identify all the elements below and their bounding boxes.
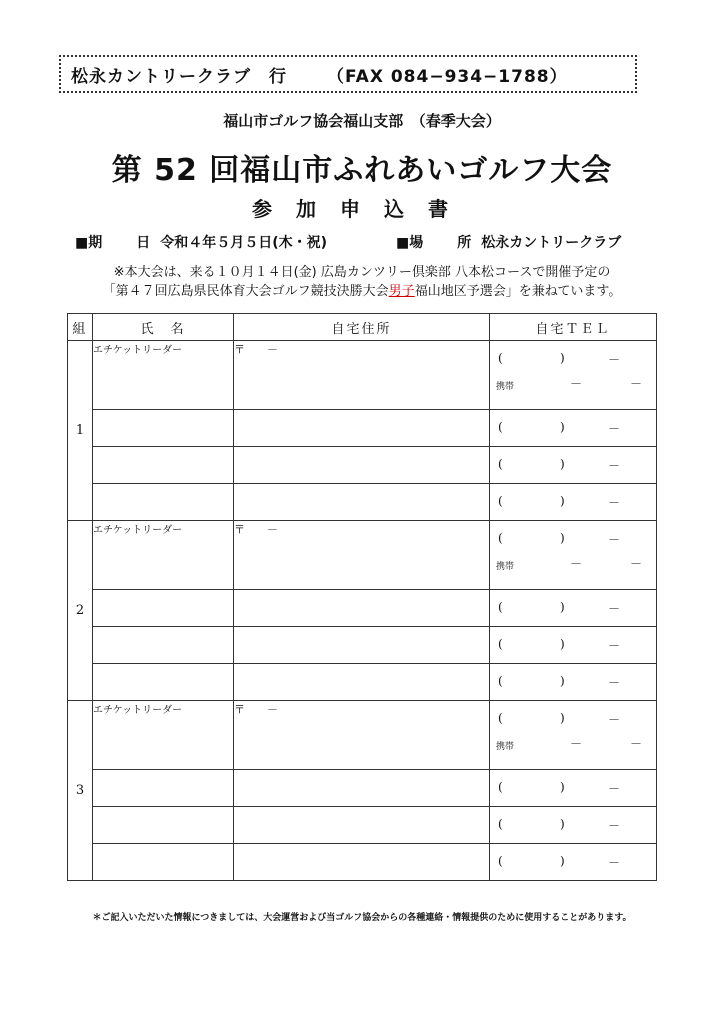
area-code-open: ( <box>498 457 503 471</box>
member-address-field[interactable] <box>234 410 490 447</box>
group-row-member <box>68 770 657 807</box>
area-code-open: ( <box>498 420 503 434</box>
member-address-field[interactable] <box>234 844 490 881</box>
mobile-dash-1: － <box>570 377 583 391</box>
postal-code: 〒 － <box>234 343 278 356</box>
privacy-footnote: ＊ご記入いただいた情報につきましては、大会運営および当ゴルフ協会からの各種連絡・情報提供のために使用することがあります。 <box>92 913 632 923</box>
phone-dash: － <box>608 639 621 653</box>
group-number: 3 <box>68 701 93 881</box>
fax-destination-name: 松永カントリークラブ 行 <box>71 66 287 87</box>
home-phone-field[interactable] <box>490 770 656 806</box>
mobile-dash-1: － <box>570 557 583 571</box>
leader-name-field[interactable] <box>93 341 234 410</box>
note-line-1: ※本大会は、来る１０月１４日(金) 広島カンツリー倶楽部 八本松コースで開催予定の <box>113 265 611 280</box>
venue-label: 場 所 <box>409 235 482 251</box>
phone-dash: － <box>608 676 621 690</box>
phone-cell <box>490 664 657 701</box>
member-name-field[interactable] <box>93 590 234 627</box>
member-name-field[interactable] <box>93 447 234 484</box>
member-name-field[interactable] <box>93 844 234 881</box>
phone-cell <box>490 447 657 484</box>
etiquette-leader-label: エチケットリーダー <box>93 525 183 536</box>
leader-phone-field[interactable] <box>490 701 656 769</box>
mobile-dash-1: － <box>570 737 583 751</box>
member-address-field[interactable] <box>234 664 490 701</box>
area-code-open: ( <box>498 711 503 725</box>
area-code-open: ( <box>498 494 503 508</box>
group-row-leader <box>68 341 657 410</box>
leader-phone-field[interactable] <box>490 341 656 409</box>
page-title: 第 52 回福山市ふれあいゴルフ大会 <box>111 153 613 188</box>
phone-cell <box>490 484 657 521</box>
group-row-member <box>68 410 657 447</box>
fax-destination-box <box>59 55 637 93</box>
member-address-field[interactable] <box>234 484 490 521</box>
home-phone-field[interactable] <box>490 664 656 700</box>
event-date <box>75 232 327 252</box>
phone-cell <box>490 844 657 881</box>
area-code-open: ( <box>498 531 503 545</box>
header-group: 組 <box>68 314 93 341</box>
home-phone-field[interactable] <box>490 590 656 626</box>
leader-name-field[interactable] <box>93 701 234 770</box>
address-field[interactable] <box>234 701 490 770</box>
phone-cell <box>490 807 657 844</box>
area-code-open: ( <box>498 674 503 688</box>
group-row-member <box>68 664 657 701</box>
area-code-close: ) <box>560 817 565 831</box>
group-row-member <box>68 447 657 484</box>
group-number: 1 <box>68 341 93 521</box>
organizer-line: 福山市ゴルフ協会福山支部 （春季大会） <box>223 112 501 130</box>
note-line-2-end: 福山地区予選会」を兼ねています。 <box>414 284 622 299</box>
phone-dash: － <box>608 819 621 833</box>
area-code-open: ( <box>498 600 503 614</box>
fax-number: （FAX 084−934−1788） <box>327 66 568 87</box>
member-name-field[interactable] <box>93 664 234 701</box>
area-code-close: ) <box>560 780 565 794</box>
group-row-member <box>68 484 657 521</box>
member-name-field[interactable] <box>93 770 234 807</box>
phone-dash: － <box>608 782 621 796</box>
area-code-close: ) <box>560 637 565 651</box>
phone-dash: － <box>608 353 621 367</box>
phone-cell <box>490 627 657 664</box>
phone-dash: － <box>608 602 621 616</box>
venue-marker: ■ <box>396 235 410 251</box>
area-code-open: ( <box>498 854 503 868</box>
date-marker: ■ <box>75 235 89 251</box>
member-address-field[interactable] <box>234 770 490 807</box>
area-code-close: ) <box>560 674 565 688</box>
phone-dash: － <box>608 533 621 547</box>
group-row-leader <box>68 701 657 770</box>
area-code-close: ) <box>560 531 565 545</box>
mobile-label: 携帯 <box>496 562 515 572</box>
member-address-field[interactable] <box>234 590 490 627</box>
area-code-open: ( <box>498 780 503 794</box>
member-name-field[interactable] <box>93 627 234 664</box>
member-address-field[interactable] <box>234 627 490 664</box>
group-row-member <box>68 844 657 881</box>
phone-dash: － <box>608 422 621 436</box>
phone-cell <box>490 590 657 627</box>
mobile-dash-2: － <box>630 377 643 391</box>
header-name: 氏 名 <box>93 314 234 341</box>
application-table <box>67 313 657 881</box>
area-code-close: ) <box>560 420 565 434</box>
phone-cell <box>490 770 657 807</box>
home-phone-field[interactable] <box>490 447 656 483</box>
mobile-dash-2: － <box>630 557 643 571</box>
area-code-close: ) <box>560 351 565 365</box>
home-phone-field[interactable] <box>490 410 656 446</box>
etiquette-leader-label: エチケットリーダー <box>93 345 183 356</box>
area-code-close: ) <box>560 854 565 868</box>
home-phone-field[interactable] <box>490 627 656 663</box>
group-number: 2 <box>68 521 93 701</box>
home-phone-field[interactable] <box>490 844 656 880</box>
home-phone-field[interactable] <box>490 807 656 843</box>
phone-dash: － <box>608 856 621 870</box>
postal-code: 〒 － <box>234 703 278 716</box>
member-address-field[interactable] <box>234 807 490 844</box>
postal-code: 〒 － <box>234 523 278 536</box>
event-venue <box>396 232 621 252</box>
address-field[interactable] <box>234 341 490 410</box>
member-address-field[interactable] <box>234 447 490 484</box>
group-row-member <box>68 590 657 627</box>
header-phone: 自宅ＴＥＬ <box>490 314 657 341</box>
area-code-open: ( <box>498 351 503 365</box>
phone-dash: － <box>608 459 621 473</box>
mobile-label: 携帯 <box>496 382 515 392</box>
phone-cell <box>490 521 657 590</box>
area-code-open: ( <box>498 817 503 831</box>
venue-value: 松永カントリークラブ <box>481 235 622 251</box>
address-field[interactable] <box>234 521 490 590</box>
area-code-close: ) <box>560 494 565 508</box>
area-code-close: ) <box>560 457 565 471</box>
date-value: 令和４年５月５日(木・祝) <box>160 235 328 251</box>
home-phone-field[interactable] <box>490 484 656 520</box>
mobile-label: 携帯 <box>496 742 515 752</box>
area-code-open: ( <box>498 637 503 651</box>
member-name-field[interactable] <box>93 410 234 447</box>
note-line-2-start: 「第４７回広島県民体育大会ゴルフ競技決勝大会 <box>102 284 389 299</box>
phone-cell <box>490 341 657 410</box>
group-row-member <box>68 807 657 844</box>
note-men-highlight: 男子 <box>388 284 415 299</box>
phone-dash: － <box>608 713 621 727</box>
member-name-field[interactable] <box>93 807 234 844</box>
phone-dash: － <box>608 496 621 510</box>
leader-name-field[interactable] <box>93 521 234 590</box>
group-row-leader <box>68 521 657 590</box>
note-line-2 <box>0 280 724 299</box>
phone-cell <box>490 410 657 447</box>
mobile-dash-2: － <box>630 737 643 751</box>
header-address: 自宅住所 <box>234 314 490 341</box>
group-row-member <box>68 627 657 664</box>
member-name-field[interactable] <box>93 484 234 521</box>
form-subtitle: 参加申込書 <box>252 197 472 221</box>
leader-phone-field[interactable] <box>490 521 656 589</box>
phone-cell <box>490 701 657 770</box>
date-label: 期 日 <box>88 235 161 251</box>
area-code-close: ) <box>560 711 565 725</box>
area-code-close: ) <box>560 600 565 614</box>
etiquette-leader-label: エチケットリーダー <box>93 705 183 716</box>
